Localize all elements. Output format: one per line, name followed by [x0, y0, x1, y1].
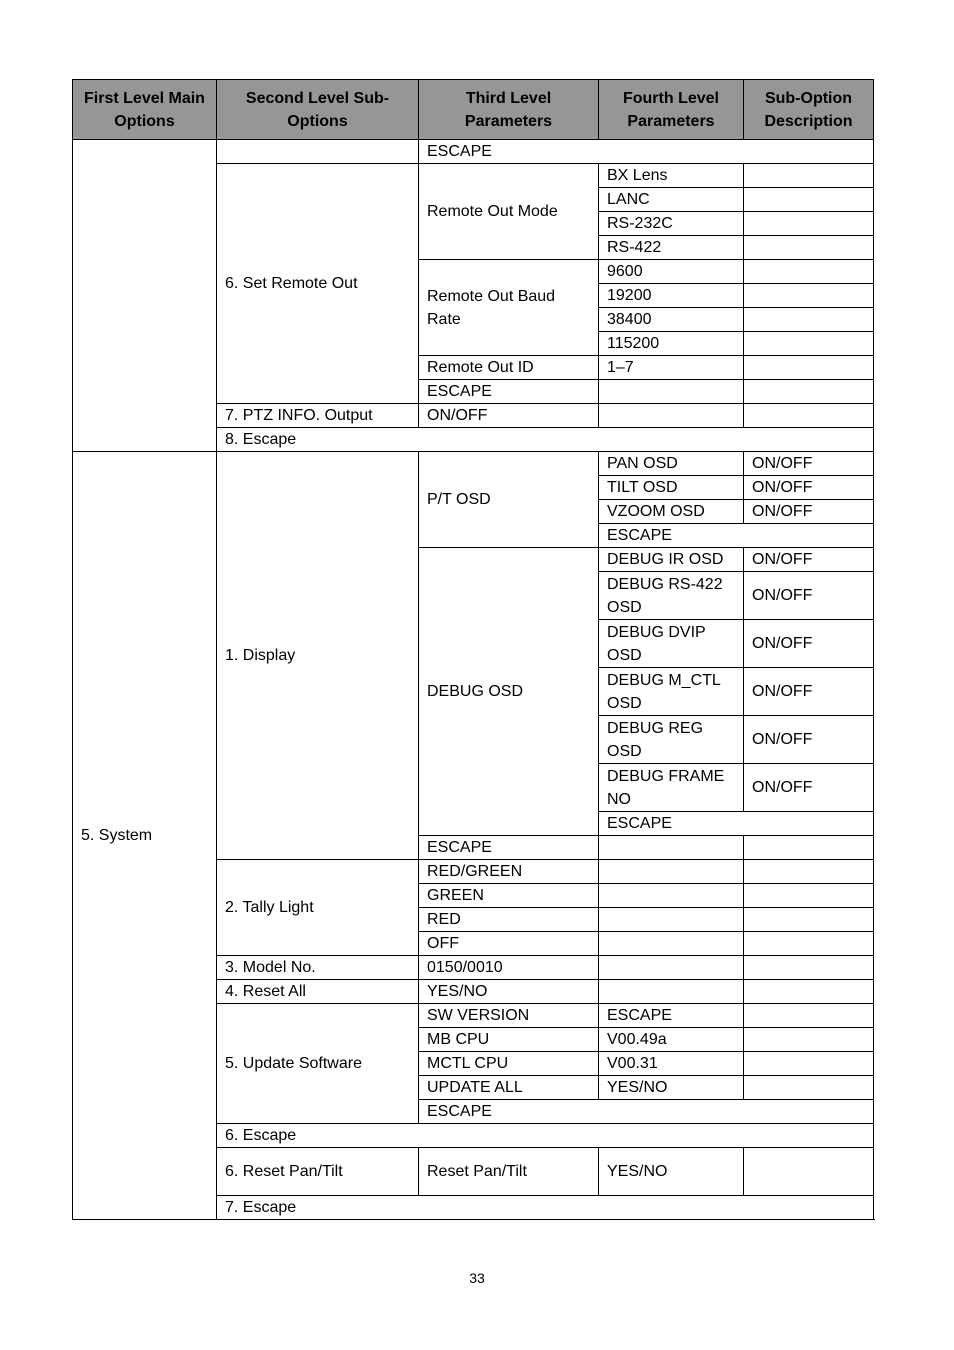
description-cell [744, 356, 874, 380]
ptz-info-value: ON/OFF [419, 404, 599, 428]
tally-light-cell: 2. Tally Light [217, 860, 419, 956]
empty-cell [599, 980, 744, 1004]
second-level-empty-cell [217, 140, 419, 164]
description-cell [744, 908, 874, 932]
pt-osd-value: ON/OFF [744, 500, 874, 524]
update-value: YES/NO [599, 1076, 744, 1100]
model-no-cell: 3. Model No. [217, 956, 419, 980]
update-item: SW VERSION [419, 1004, 599, 1028]
remote-mode-option: BX Lens [599, 164, 744, 188]
header-third-level: Third Level Parameters [419, 80, 599, 140]
reset-pan-tilt-cell: 6. Reset Pan/Tilt [217, 1148, 419, 1196]
empty-cell [744, 1148, 874, 1196]
description-cell [744, 380, 874, 404]
debug-osd-value: ON/OFF [744, 620, 874, 668]
debug-osd-cell: DEBUG OSD [419, 548, 599, 836]
description-cell [744, 1076, 874, 1100]
display-cell: 1. Display [217, 452, 419, 860]
pt-osd-item: TILT OSD [599, 476, 744, 500]
escape-cell: ESCAPE [419, 380, 599, 404]
debug-osd-value: ON/OFF [744, 716, 874, 764]
remote-mode-option: RS-422 [599, 236, 744, 260]
description-cell [744, 212, 874, 236]
remote-out-id-value: 1–7 [599, 356, 744, 380]
baud-rate-option: 19200 [599, 284, 744, 308]
description-cell [744, 884, 874, 908]
escape-7-cell: 7. Escape [217, 1196, 874, 1220]
debug-osd-item: DEBUG IR OSD [599, 548, 744, 572]
tally-option: GREEN [419, 884, 599, 908]
system-cell: 5. System [73, 452, 217, 1220]
debug-osd-value: ON/OFF [744, 548, 874, 572]
debug-osd-value: ON/OFF [744, 572, 874, 620]
empty-cell [599, 908, 744, 932]
remote-mode-option: LANC [599, 188, 744, 212]
description-cell [744, 260, 874, 284]
escape-cell: ESCAPE [419, 1100, 874, 1124]
escape-cell: ESCAPE [419, 836, 599, 860]
tally-option: RED/GREEN [419, 860, 599, 884]
empty-cell [599, 836, 744, 860]
reset-pan-tilt-sub-cell: Reset Pan/Tilt [419, 1148, 599, 1196]
remote-out-mode-cell: Remote Out Mode [419, 164, 599, 260]
empty-cell [599, 932, 744, 956]
header-sub-option-description: Sub-Option Description [744, 80, 874, 140]
menu-table [72, 79, 874, 1220]
empty-cell [599, 956, 744, 980]
description-cell [744, 236, 874, 260]
description-cell [744, 284, 874, 308]
description-cell [744, 980, 874, 1004]
set-remote-out-cell: 6. Set Remote Out [217, 164, 419, 404]
pt-osd-value: ON/OFF [744, 476, 874, 500]
escape-6-cell: 6. Escape [217, 1124, 874, 1148]
header-second-level: Second Level Sub-Options [217, 80, 419, 140]
description-cell [744, 860, 874, 884]
description-cell [744, 404, 874, 428]
reset-pan-tilt-value: YES/NO [599, 1148, 744, 1196]
remote-mode-option: RS-232C [599, 212, 744, 236]
pt-osd-value: ON/OFF [744, 452, 874, 476]
description-cell [744, 1004, 874, 1028]
model-no-value: 0150/0010 [419, 956, 599, 980]
description-cell [744, 1052, 874, 1076]
first-level-empty-cell [73, 140, 217, 452]
update-software-cell: 5. Update Software [217, 1004, 419, 1124]
empty-cell [599, 404, 744, 428]
escape-cell: ESCAPE [599, 524, 874, 548]
debug-osd-value: ON/OFF [744, 764, 874, 812]
update-item: UPDATE ALL [419, 1076, 599, 1100]
pt-osd-item: VZOOM OSD [599, 500, 744, 524]
empty-cell [599, 884, 744, 908]
description-cell [744, 1028, 874, 1052]
update-value: ESCAPE [599, 1004, 744, 1028]
baud-rate-option: 9600 [599, 260, 744, 284]
escape-8-cell: 8. Escape [217, 428, 874, 452]
update-value: V00.49a [599, 1028, 744, 1052]
description-cell [744, 164, 874, 188]
pt-osd-cell: P/T OSD [419, 452, 599, 548]
update-value: V00.31 [599, 1052, 744, 1076]
header-row [73, 80, 874, 140]
description-cell [744, 332, 874, 356]
debug-osd-item: DEBUG DVIP OSD [599, 620, 744, 668]
baud-rate-option: 38400 [599, 308, 744, 332]
remote-out-baud-rate-cell: Remote Out Baud Rate [419, 260, 599, 356]
remote-out-id-cell: Remote Out ID [419, 356, 599, 380]
pt-osd-item: PAN OSD [599, 452, 744, 476]
update-item: MCTL CPU [419, 1052, 599, 1076]
reset-all-cell: 4. Reset All [217, 980, 419, 1004]
debug-osd-value: ON/OFF [744, 668, 874, 716]
description-cell [744, 836, 874, 860]
update-item: MB CPU [419, 1028, 599, 1052]
escape-cell: ESCAPE [419, 140, 874, 164]
description-cell [744, 932, 874, 956]
debug-osd-item: DEBUG REG OSD [599, 716, 744, 764]
description-cell [744, 308, 874, 332]
empty-cell [599, 860, 744, 884]
description-cell [744, 188, 874, 212]
tally-option: RED [419, 908, 599, 932]
ptz-info-output-cell: 7. PTZ INFO. Output [217, 404, 419, 428]
escape-cell: ESCAPE [599, 812, 874, 836]
empty-cell [599, 380, 744, 404]
reset-all-value: YES/NO [419, 980, 599, 1004]
description-cell [744, 956, 874, 980]
baud-rate-option: 115200 [599, 332, 744, 356]
header-fourth-level: Fourth Level Parameters [599, 80, 744, 140]
page-number: 33 [469, 1270, 485, 1286]
header-first-level: First Level Main Options [73, 80, 217, 140]
debug-osd-item: DEBUG RS-422 OSD [599, 572, 744, 620]
debug-osd-item: DEBUG M_CTL OSD [599, 668, 744, 716]
debug-osd-item: DEBUG FRAME NO [599, 764, 744, 812]
tally-option: OFF [419, 932, 599, 956]
